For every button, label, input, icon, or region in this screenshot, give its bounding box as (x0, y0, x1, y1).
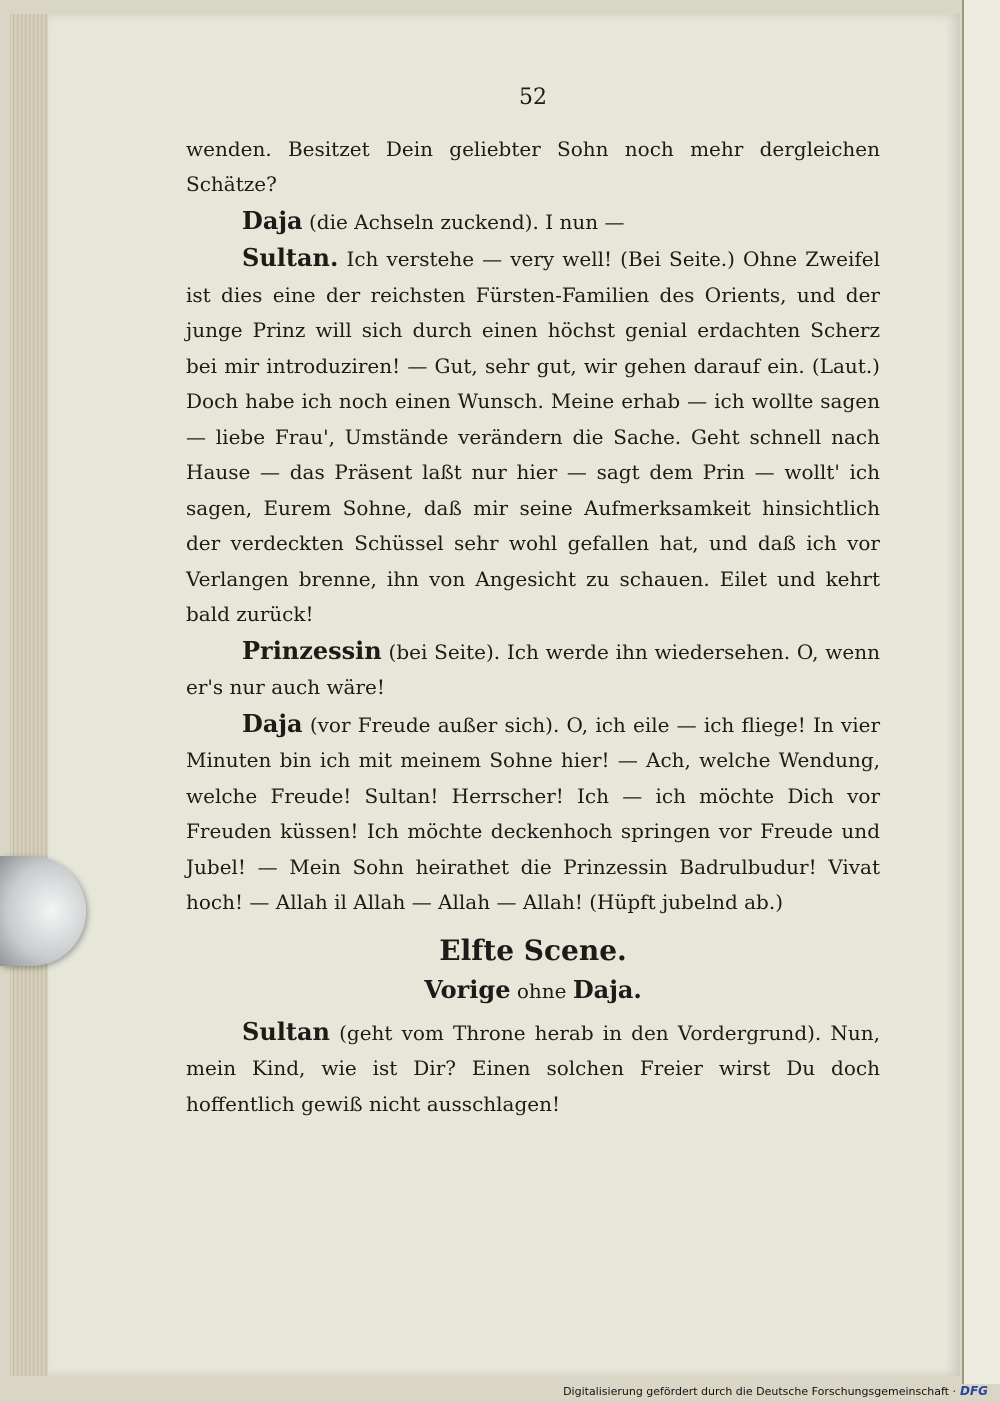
funding-credit: Digitalisierung gefördert durch die Deutsche Forschungsgemeinschaft · (563, 1384, 956, 1398)
dialogue-daja-2 (186, 706, 880, 921)
scene-cast (186, 972, 880, 1010)
scene-heading: Elfte Scene. (439, 933, 627, 967)
cast-word: Vorige (424, 975, 511, 1004)
paragraph-text: wenden. Besitzet Dein geliebter Sohn noch mehr dergleichen Schätze? (186, 136, 880, 196)
adjacent-page-strip (962, 0, 1000, 1384)
dialogue-sultan-1 (186, 240, 880, 633)
dialogue-text: (vor Freude außer sich). O, ich eile — ich fliege! In vier Minuten bin ich mit meinem Sohne hier! — Ach, welche Wendung, welche Freude! Sultan! Herrscher! Ich — ich möchte Dich vor Freuden küssen! Ich möchte deckenhoch springen vor Freude und Jubel! — Mein Sohn heirathet die Prinzessin Badrulbudur! Vivat hoch! — Allah il Allah — Allah — Allah! (Hüpft jubelnd ab.) (186, 712, 881, 914)
dfg-logo: DFG (959, 1384, 988, 1398)
dialogue-text: (die Achseln zuckend). I nun — (308, 209, 625, 234)
dialogue-sultan-2 (186, 1014, 880, 1123)
dialogue-text: Ich verstehe — very well! (Bei Seite.) Ohne Zweifel ist dies eine der reichsten Fürsten-Familien des Orients, und der junge Prinz will sich durch einen höchst genial erdachten Scherz bei mir introduziren! — Gut, sehr gut, wir gehen darauf ein. (Laut.) Doch habe ich noch einen Wunsch. Meine erhab — ich wollte sagen — liebe Frau', Umstände verändern die Sache. Geht schnell nach Hause — das Präsent laßt nur hier — sagt dem Prin — wollt' ich sagen, Eurem Sohne, daß mir seine Aufmerksamkeit hinsichtlich der verdeckten Schüssel sehr wohl gefallen hat, und daß ich vor Verlangen brenne, ihn von Angesicht zu schauen. Eilet und kehrt bald zurück! (186, 247, 881, 626)
page-text (186, 80, 880, 1122)
page-number: 52 (519, 85, 547, 110)
digitization-footer (563, 1384, 988, 1398)
book-page-edges (10, 14, 51, 1376)
speaker-name: Sultan (242, 1016, 330, 1046)
dialogue-text: (geht vom Throne herab in den Vordergrund). Nun, mein Kind, wie ist Dir? Einen solchen Freier wirst Du doch hoffentlich gewiß nicht ausschlagen! (186, 1020, 881, 1116)
paragraph-continuation (186, 132, 880, 203)
speaker-name: Daja (242, 708, 303, 738)
cast-word: ohne (516, 979, 567, 1003)
speaker-name: Daja (242, 205, 303, 235)
dialogue-text: (bei Seite). Ich werde ihn wiedersehen. O, wenn er's nur auch wäre! (186, 639, 880, 699)
dialogue-daja-1 (186, 203, 880, 241)
dialogue-prinzessin (186, 633, 880, 706)
speaker-name: Prinzessin (242, 635, 382, 665)
cast-word: Daja. (572, 975, 642, 1004)
speaker-name: Sultan. (242, 243, 339, 272)
